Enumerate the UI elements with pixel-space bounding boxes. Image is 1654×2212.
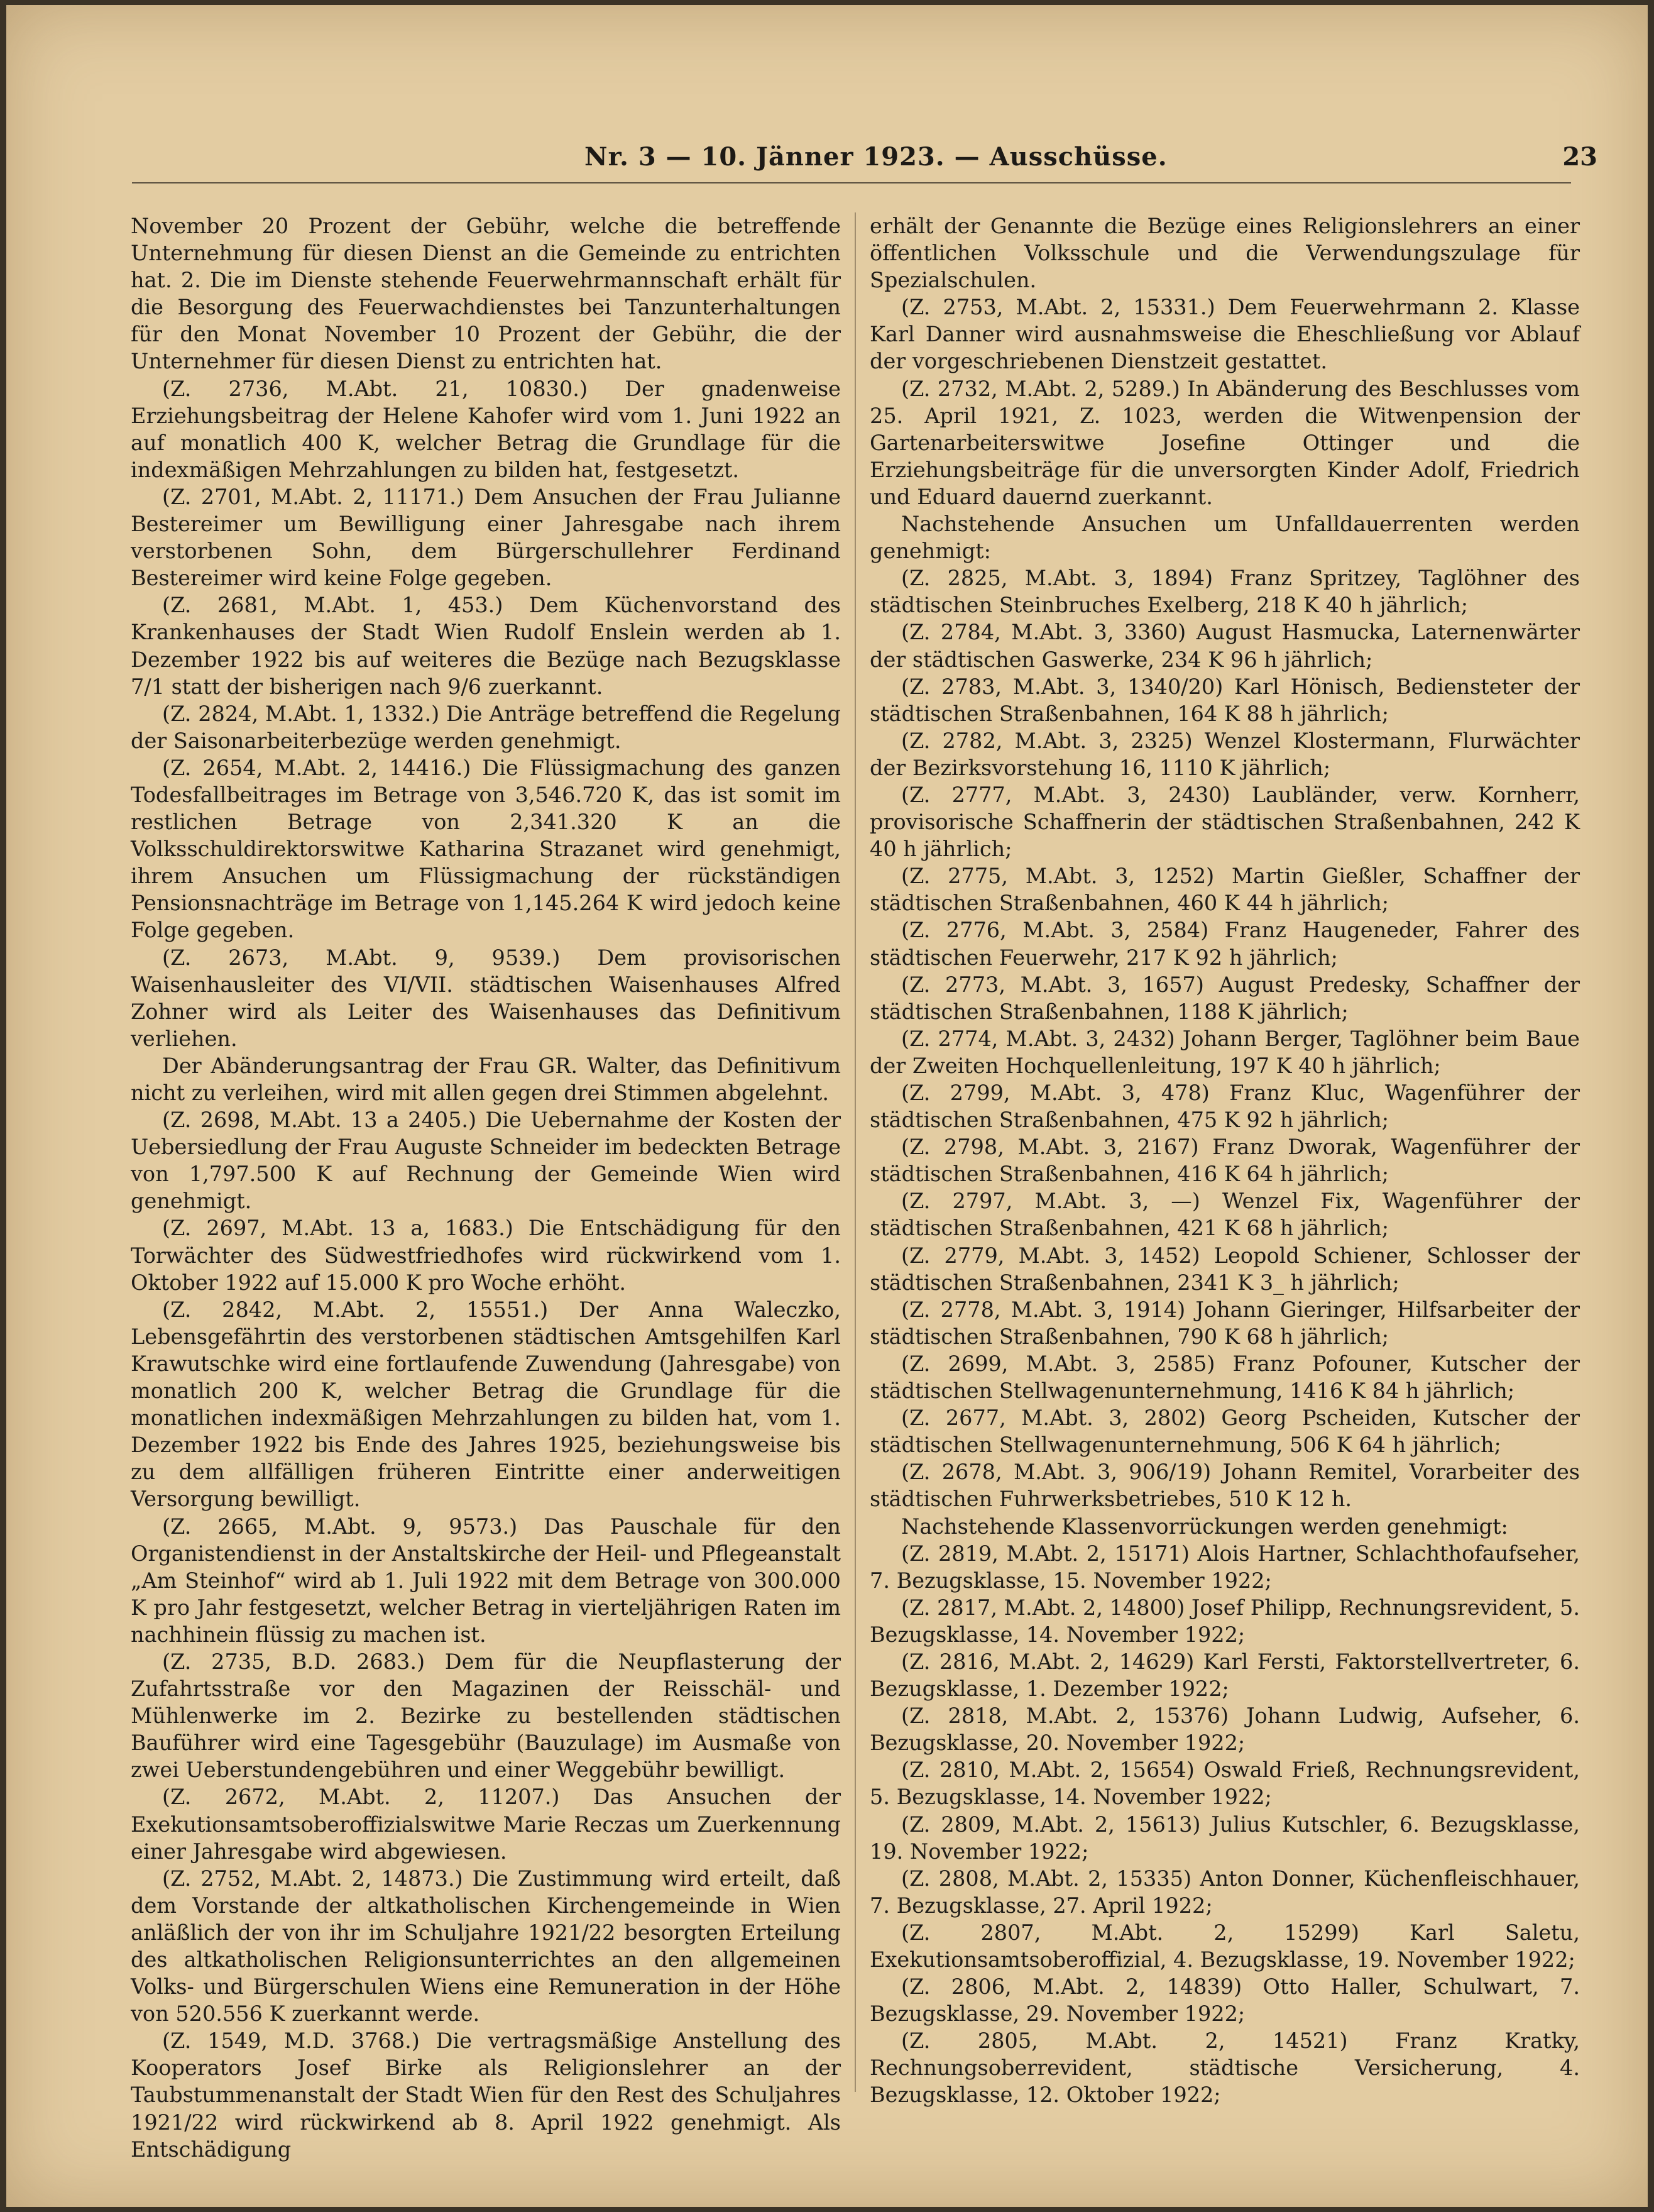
paragraph: November 20 Prozent der Gebühr, welche die betreffende Unternehmung für diesen Dienst an die Gemeinde zu entrichten hat. 2. Die im Dienste stehende Feuerwehrmannschaft erhält für die Besorgung des Feuerwachdienstes bei Tanzunterhaltungen für den Monat November 10 Prozent der Gebühr, die der Unternehmer für diesen Dienst zu entrichten hat. <box>131 214 841 374</box>
list-item: (Z. 2783, M.Abt. 3, 1340/20) Karl Hönisch, Bediensteter der städtischen Straßenbahnen, 164 K 88 h jährlich; <box>870 674 1580 726</box>
paragraph: (Z. 2681, M.Abt. 1, 453.) Dem Küchenvorstand des Krankenhauses der Stadt Wien Rudolf Enslein werden ab 1. Dezember 1922 bis auf weiteres die Bezüge nach Bezugsklasse 7/1 statt der bisherigen nach 9/6 zuerkannt. <box>131 593 841 699</box>
paragraph: (Z. 2736, M.Abt. 21, 10830.) Der gnadenweise Erziehungsbeitrag der Helene Kahofer wird vom 1. Juni 1922 an auf monatlich 400 K, welcher Betrag die Grundlage für die indexmäßigen Mehrzahlungen zu bilden hat, festgesetzt. <box>131 376 841 482</box>
page-number: 23 <box>1562 142 1597 172</box>
paragraph: (Z. 2735, B.D. 2683.) Dem für die Neupflasterung der Zufahrtsstraße vor den Magazinen der Reisschäl- und Mühlenwerke im 2. Bezirke zu bestellenden städtischen Bauführer wird eine Tagesgebühr (Bauzulage) im Ausmaße von zwei Ueberstundengebühren und einer Weggebühr bewilligt. <box>131 1649 841 1783</box>
list-heading: Nachstehende Klassenvorrückungen werden genehmigt: <box>901 1514 1508 1539</box>
newspaper-page <box>6 5 1648 2207</box>
list-item: (Z. 2782, M.Abt. 3, 2325) Wenzel Klostermann, Flurwächter der Bezirksvorstehung 16, 1110 K jährlich; <box>870 728 1580 780</box>
list-item: (Z. 2807, M.Abt. 2, 15299) Karl Saletu, Exekutionsamtsoberoffizial, 4. Bezugsklasse, 19. November 1922; <box>870 1920 1580 1972</box>
paragraph: (Z. 2698, M.Abt. 13 a 2405.) Die Uebernahme der Kosten der Uebersiedlung der Frau Auguste Schneider im bedeckten Betrage von 1,797.500 K auf Rechnung der Gemeinde Wien wird genehmigt. <box>131 1108 841 1214</box>
paragraph: (Z. 2732, M.Abt. 2, 5289.) In Abänderung des Beschlusses vom 25. April 1921, Z. 1023, werden die Witwenpension der Gartenarbeiterswitwe Josefine Ottinger und die Erziehungsbeiträge für die unversorgten Kinder Adolf, Friedrich und Eduard dauernd zuerkannt. <box>870 376 1580 509</box>
list-item: (Z. 2810, M.Abt. 2, 15654) Oswald Frieß, Rechnungsrevident, 5. Bezugsklasse, 14. November 1922; <box>870 1758 1580 1810</box>
list-item: (Z. 2677, M.Abt. 3, 2802) Georg Pscheiden, Kutscher der städtischen Stellwagenunternehmung, 506 K 64 h jährlich; <box>870 1406 1580 1458</box>
list-item: (Z. 2818, M.Abt. 2, 15376) Johann Ludwig, Aufseher, 6. Bezugsklasse, 20. November 1922; <box>870 1703 1580 1756</box>
list-item: (Z. 2776, M.Abt. 3, 2584) Franz Haugeneder, Fahrer des städtischen Feuerwehr, 217 K 92 h jährlich; <box>870 918 1580 970</box>
list-item: (Z. 2819, M.Abt. 2, 15171) Alois Hartner, Schlachthofaufseher, 7. Bezugsklasse, 15. November 1922; <box>870 1541 1580 1593</box>
list-item: (Z. 2678, M.Abt. 3, 906/19) Johann Remitel, Vorarbeiter des städtischen Fuhrwerksbetriebes, 510 K 12 h. <box>870 1460 1580 1512</box>
list-item: (Z. 2805, M.Abt. 2, 14521) Franz Kratky, Rechnungsoberrevident, städtische Versicherung, 4. Bezugsklasse, 12. Oktober 1922; <box>870 2028 1580 2108</box>
paragraph: erhält der Genannte die Bezüge eines Religionslehrers an einer öffentlichen Volksschule und die Verwendungszulage für Spezialschulen. <box>870 214 1580 293</box>
list-item: (Z. 2775, M.Abt. 3, 1252) Martin Gießler, Schaffner der städtischen Straßenbahnen, 460 K 44 h jährlich; <box>870 864 1580 916</box>
paragraph: (Z. 2673, M.Abt. 9, 9539.) Dem provisorischen Waisenhausleiter des VI/VII. städtischen Waisenhauses Alfred Zohner wird als Leiter des Waisenhauses das Definitivum verliehen. <box>131 945 841 1051</box>
list-item: (Z. 2825, M.Abt. 3, 1894) Franz Spritzey, Taglöhner des städtischen Steinbruches Exelberg, 218 K 40 h jährlich; <box>870 566 1580 618</box>
list-item: (Z. 2784, M.Abt. 3, 3360) August Hasmucka, Laternenwärter der städtischen Gaswerke, 234 K 96 h jährlich; <box>870 620 1580 672</box>
left-column <box>131 212 841 2162</box>
paragraph: (Z. 2654, M.Abt. 2, 14416.) Die Flüssigmachung des ganzen Todesfallbeitrages im Betrage von 3,546.720 K, das ist somit im restlichen Betrage von 2,341.320 K an die Volksschuldirektorswitwe Katharina Strazanet wird genehmigt, ihrem Ansuchen um Flüssigmachung der rückständigen Pensionsnachträge im Betrage von 1,145.264 K wird jedoch keine Folge gegeben. <box>131 755 841 943</box>
paragraph: (Z. 2752, M.Abt. 2, 14873.) Die Zustimmung wird erteilt, daß dem Vorstande der altkatholischen Kirchengemeinde in Wien anläßlich der von ihr im Schuljahre 1921/22 besorgten Erteilung des altkatholischen Religionsunterrichtes an den allgemeinen Volks- und Bürgerschulen Wiens eine Remuneration in der Höhe von 520.556 K zuerkannt werde. <box>131 1866 841 2027</box>
list-item: (Z. 2797, M.Abt. 3, —) Wenzel Fix, Wagenführer der städtischen Straßenbahnen, 421 K 68 h jährlich; <box>870 1189 1580 1241</box>
list-item: (Z. 2773, M.Abt. 3, 1657) August Predesky, Schaffner der städtischen Straßenbahnen, 1188 K jährlich; <box>870 972 1580 1024</box>
paragraph: (Z. 1549, M.D. 3768.) Die vertragsmäßige Anstellung des Kooperators Josef Birke als Religionslehrer an der Taubstummenanstalt der Stadt Wien für den Rest des Schuljahres 1921/22 wird rückwirkend ab 8. April 1922 genehmigt. Als Entschädigung <box>131 2028 841 2162</box>
page-header <box>6 142 1648 180</box>
paragraph: (Z. 2697, M.Abt. 13 a, 1683.) Die Entschädigung für den Torwächter des Südwestfriedhofes wird rückwirkend vom 1. Oktober 1922 auf 15.000 K pro Woche erhöht. <box>131 1216 841 1295</box>
list-item: (Z. 2699, M.Abt. 3, 2585) Franz Pofouner, Kutscher der städtischen Stellwagenunternehmung, 1416 K 84 h jährlich; <box>870 1351 1580 1404</box>
column-divider <box>855 212 856 2092</box>
list-item: (Z. 2817, M.Abt. 2, 14800) Josef Philipp, Rechnungsrevident, 5. Bezugsklasse, 14. November 1922; <box>870 1595 1580 1647</box>
paragraph: (Z. 2824, M.Abt. 1, 1332.) Die Anträge betreffend die Regelung der Saisonarbeiterbezüge werden genehmigt. <box>131 701 841 753</box>
paragraph: (Z. 2842, M.Abt. 2, 15551.) Der Anna Waleczko, Lebensgefährtin des verstorbenen städtischen Amtsgehilfen Karl Krawutschke wird eine fortlaufende Zuwendung (Jahresgabe) von monatlich 200 K, welcher Betrag die Grundlage für die monatlichen indexmäßigen Mehrzahlungen zu bilden hat, vom 1. Dezember 1922 bis Ende des Jahres 1925, beziehungsweise bis zu dem allfälligen früheren Eintritte einer anderweitigen Versorgung bewilligt. <box>131 1297 841 1512</box>
list-item: (Z. 2809, M.Abt. 2, 15613) Julius Kutschler, 6. Bezugsklasse, 19. November 1922; <box>870 1812 1580 1864</box>
list-item: (Z. 2779, M.Abt. 3, 1452) Leopold Schiener, Schlosser der städtischen Straßenbahnen, 2341 K 3_ h jährlich; <box>870 1243 1580 1295</box>
list-item: (Z. 2777, M.Abt. 3, 2430) Laubländer, verw. Kornherr, provisorische Schaffnerin der städtischen Straßenbahnen, 242 K 40 h jährlich; <box>870 782 1580 862</box>
list-item: (Z. 2806, M.Abt. 2, 14839) Otto Haller, Schulwart, 7. Bezugsklasse, 29. November 1922; <box>870 1974 1580 2027</box>
list-item: (Z. 2774, M.Abt. 3, 2432) Johann Berger, Taglöhner beim Baue der Zweiten Hochquellenleitung, 197 K 40 h jährlich; <box>870 1026 1580 1078</box>
list-item: (Z. 2798, M.Abt. 3, 2167) Franz Dworak, Wagenführer der städtischen Straßenbahnen, 416 K 64 h jährlich; <box>870 1135 1580 1187</box>
paragraph: Der Abänderungsantrag der Frau GR. Walter, das Definitivum nicht zu verleihen, wird mit allen gegen drei Stimmen abgelehnt. <box>131 1053 841 1105</box>
paragraph: (Z. 2701, M.Abt. 2, 11171.) Dem Ansuchen der Frau Julianne Bestereimer um Bewilligung einer Jahresgabe nach ihrem verstorbenen Sohn, dem Bürgerschullehrer Ferdinand Bestereimer wird keine Folge gegeben. <box>131 484 841 591</box>
list-heading: Nachstehende Ansuchen um Unfalldauerrenten werden genehmigt: <box>870 512 1580 564</box>
list-item: (Z. 2778, M.Abt. 3, 1914) Johann Gieringer, Hilfsarbeiter der städtischen Straßenbahnen, 790 K 68 h jährlich; <box>870 1297 1580 1349</box>
list-item: (Z. 2799, M.Abt. 3, 478) Franz Kluc, Wagenführer der städtischen Straßenbahnen, 475 K 92 h jährlich; <box>870 1081 1580 1133</box>
list-item: (Z. 2816, M.Abt. 2, 14629) Karl Fersti, Faktorstellvertreter, 6. Bezugsklasse, 1. Dezember 1922; <box>870 1649 1580 1702</box>
paragraph: (Z. 2672, M.Abt. 2, 11207.) Das Ansuchen der Exekutionsamtsoberoffizialswitwe Marie Reczas um Zuerkennung einer Jahresgabe wird abgewiesen. <box>131 1785 841 1864</box>
header-rule <box>132 182 1571 190</box>
list-item: (Z. 2808, M.Abt. 2, 15335) Anton Donner, Küchenfleischhauer, 7. Bezugsklasse, 27. April 1922; <box>870 1866 1580 1918</box>
right-column <box>870 212 1580 2108</box>
header-title: Nr. 3 — 10. Jänner 1923. — Ausschüsse. <box>584 142 1168 172</box>
paragraph: (Z. 2753, M.Abt. 2, 15331.) Dem Feuerwehrmann 2. Klasse Karl Danner wird ausnahmsweise die Eheschließung vor Ablauf der vorgeschriebenen Dienstzeit gestattet. <box>870 295 1580 374</box>
paragraph: (Z. 2665, M.Abt. 9, 9573.) Das Pauschale für den Organistendienst in der Anstaltskirche der Heil- und Pflegeanstalt „Am Steinhof“ wird ab 1. Juli 1922 mit dem Betrage von 300.000 K pro Jahr festgesetzt, welcher Betrag in vierteljährigen Raten im nachhinein flüssig zu machen ist. <box>131 1514 841 1647</box>
